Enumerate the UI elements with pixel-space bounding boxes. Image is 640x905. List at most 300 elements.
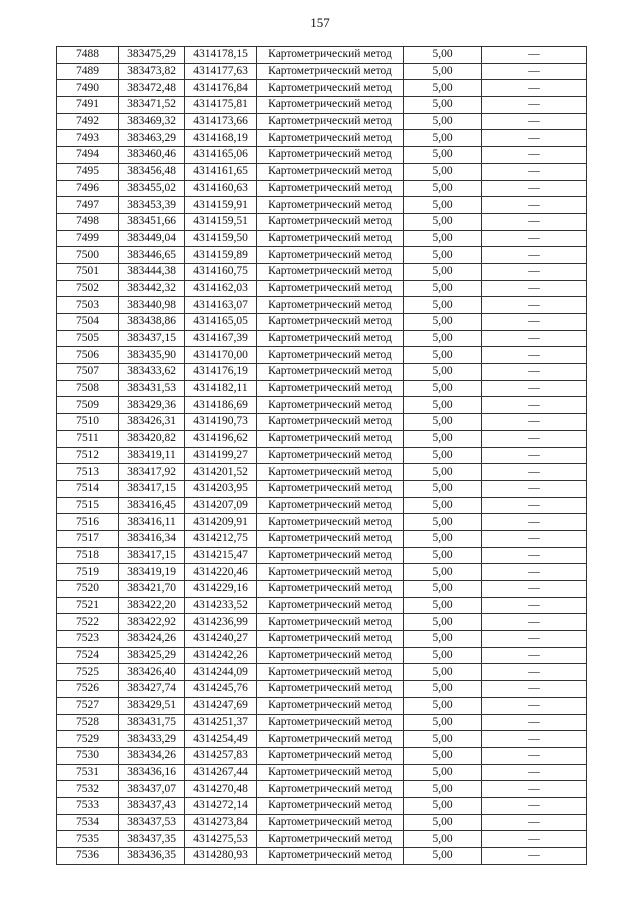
method-cell: Картометрический метод <box>257 814 404 831</box>
method-cell: Картометрический метод <box>257 681 404 698</box>
x-coordinate-cell: 383435,90 <box>119 347 185 364</box>
y-coordinate-cell: 4314162,03 <box>185 280 257 297</box>
table-row <box>57 697 587 714</box>
table-row <box>57 497 587 514</box>
accuracy-cell: 5,00 <box>404 530 482 547</box>
table-row <box>57 747 587 764</box>
note-cell: — <box>482 597 587 614</box>
point-number-cell: 7531 <box>57 764 119 781</box>
x-coordinate-cell: 383475,29 <box>119 47 185 64</box>
accuracy-cell: 5,00 <box>404 831 482 848</box>
x-coordinate-cell: 383437,07 <box>119 781 185 798</box>
note-cell: — <box>482 731 587 748</box>
table-row <box>57 314 587 331</box>
y-coordinate-cell: 4314186,69 <box>185 397 257 414</box>
table-row <box>57 581 587 598</box>
note-cell: — <box>482 480 587 497</box>
table-row <box>57 263 587 280</box>
y-coordinate-cell: 4314159,91 <box>185 197 257 214</box>
table-row <box>57 197 587 214</box>
note-cell: — <box>482 747 587 764</box>
table-row <box>57 280 587 297</box>
accuracy-cell: 5,00 <box>404 814 482 831</box>
y-coordinate-cell: 4314242,26 <box>185 647 257 664</box>
x-coordinate-cell: 383436,16 <box>119 764 185 781</box>
point-number-cell: 7502 <box>57 280 119 297</box>
table-row <box>57 797 587 814</box>
point-number-cell: 7490 <box>57 80 119 97</box>
accuracy-cell: 5,00 <box>404 581 482 598</box>
method-cell: Картометрический метод <box>257 213 404 230</box>
note-cell: — <box>482 63 587 80</box>
point-number-cell: 7494 <box>57 147 119 164</box>
note-cell: — <box>482 380 587 397</box>
note-cell: — <box>482 113 587 130</box>
method-cell: Картометрический метод <box>257 113 404 130</box>
y-coordinate-cell: 4314272,14 <box>185 797 257 814</box>
table-row <box>57 230 587 247</box>
x-coordinate-cell: 383442,32 <box>119 280 185 297</box>
y-coordinate-cell: 4314275,53 <box>185 831 257 848</box>
accuracy-cell: 5,00 <box>404 747 482 764</box>
note-cell: — <box>482 614 587 631</box>
method-cell: Картометрический метод <box>257 480 404 497</box>
method-cell: Картометрический метод <box>257 280 404 297</box>
note-cell: — <box>482 814 587 831</box>
method-cell: Картометрический метод <box>257 430 404 447</box>
accuracy-cell: 5,00 <box>404 597 482 614</box>
y-coordinate-cell: 4314207,09 <box>185 497 257 514</box>
x-coordinate-cell: 383431,75 <box>119 714 185 731</box>
y-coordinate-cell: 4314178,15 <box>185 47 257 64</box>
method-cell: Картометрический метод <box>257 597 404 614</box>
note-cell: — <box>482 347 587 364</box>
x-coordinate-cell: 383473,82 <box>119 63 185 80</box>
note-cell: — <box>482 397 587 414</box>
table-row <box>57 831 587 848</box>
table-row <box>57 297 587 314</box>
method-cell: Картометрический метод <box>257 47 404 64</box>
y-coordinate-cell: 4314245,76 <box>185 681 257 698</box>
y-coordinate-cell: 4314190,73 <box>185 414 257 431</box>
y-coordinate-cell: 4314176,84 <box>185 80 257 97</box>
method-cell: Картометрический метод <box>257 797 404 814</box>
note-cell: — <box>482 714 587 731</box>
note-cell: — <box>482 197 587 214</box>
x-coordinate-cell: 383446,65 <box>119 247 185 264</box>
y-coordinate-cell: 4314203,95 <box>185 480 257 497</box>
accuracy-cell: 5,00 <box>404 797 482 814</box>
x-coordinate-cell: 383426,31 <box>119 414 185 431</box>
point-number-cell: 7525 <box>57 664 119 681</box>
table-row <box>57 80 587 97</box>
y-coordinate-cell: 4314182,11 <box>185 380 257 397</box>
accuracy-cell: 5,00 <box>404 230 482 247</box>
note-cell: — <box>482 497 587 514</box>
accuracy-cell: 5,00 <box>404 147 482 164</box>
table-row <box>57 480 587 497</box>
x-coordinate-cell: 383440,98 <box>119 297 185 314</box>
note-cell: — <box>482 547 587 564</box>
x-coordinate-cell: 383472,48 <box>119 80 185 97</box>
method-cell: Картометрический метод <box>257 314 404 331</box>
note-cell: — <box>482 247 587 264</box>
method-cell: Картометрический метод <box>257 530 404 547</box>
method-cell: Картометрический метод <box>257 380 404 397</box>
accuracy-cell: 5,00 <box>404 247 482 264</box>
method-cell: Картометрический метод <box>257 647 404 664</box>
point-number-cell: 7514 <box>57 480 119 497</box>
accuracy-cell: 5,00 <box>404 697 482 714</box>
method-cell: Картометрический метод <box>257 581 404 598</box>
point-number-cell: 7495 <box>57 163 119 180</box>
note-cell: — <box>482 697 587 714</box>
y-coordinate-cell: 4314167,39 <box>185 330 257 347</box>
point-number-cell: 7515 <box>57 497 119 514</box>
method-cell: Картометрический метод <box>257 297 404 314</box>
table-row <box>57 364 587 381</box>
method-cell: Картометрический метод <box>257 464 404 481</box>
point-number-cell: 7492 <box>57 113 119 130</box>
x-coordinate-cell: 383433,29 <box>119 731 185 748</box>
point-number-cell: 7497 <box>57 197 119 214</box>
accuracy-cell: 5,00 <box>404 731 482 748</box>
x-coordinate-cell: 383426,40 <box>119 664 185 681</box>
method-cell: Картометрический метод <box>257 781 404 798</box>
y-coordinate-cell: 4314161,65 <box>185 163 257 180</box>
point-number-cell: 7500 <box>57 247 119 264</box>
method-cell: Картометрический метод <box>257 547 404 564</box>
point-number-cell: 7496 <box>57 180 119 197</box>
point-number-cell: 7513 <box>57 464 119 481</box>
x-coordinate-cell: 383437,35 <box>119 831 185 848</box>
x-coordinate-cell: 383416,45 <box>119 497 185 514</box>
table-row <box>57 681 587 698</box>
table-row <box>57 380 587 397</box>
y-coordinate-cell: 4314220,46 <box>185 564 257 581</box>
y-coordinate-cell: 4314165,06 <box>185 147 257 164</box>
note-cell: — <box>482 130 587 147</box>
table-row <box>57 347 587 364</box>
point-number-cell: 7536 <box>57 848 119 865</box>
y-coordinate-cell: 4314165,05 <box>185 314 257 331</box>
x-coordinate-cell: 383433,62 <box>119 364 185 381</box>
note-cell: — <box>482 581 587 598</box>
y-coordinate-cell: 4314257,83 <box>185 747 257 764</box>
y-coordinate-cell: 4314251,37 <box>185 714 257 731</box>
point-number-cell: 7499 <box>57 230 119 247</box>
note-cell: — <box>482 764 587 781</box>
note-cell: — <box>482 831 587 848</box>
accuracy-cell: 5,00 <box>404 130 482 147</box>
page-number: 157 <box>310 15 330 30</box>
table-row <box>57 631 587 648</box>
accuracy-cell: 5,00 <box>404 848 482 865</box>
accuracy-cell: 5,00 <box>404 631 482 648</box>
point-number-cell: 7527 <box>57 697 119 714</box>
point-number-cell: 7512 <box>57 447 119 464</box>
point-number-cell: 7505 <box>57 330 119 347</box>
accuracy-cell: 5,00 <box>404 263 482 280</box>
x-coordinate-cell: 383425,29 <box>119 647 185 664</box>
note-cell: — <box>482 797 587 814</box>
y-coordinate-cell: 4314270,48 <box>185 781 257 798</box>
point-number-cell: 7506 <box>57 347 119 364</box>
note-cell: — <box>482 263 587 280</box>
method-cell: Картометрический метод <box>257 247 404 264</box>
point-number-cell: 7488 <box>57 47 119 64</box>
x-coordinate-cell: 383429,51 <box>119 697 185 714</box>
accuracy-cell: 5,00 <box>404 664 482 681</box>
table-row <box>57 530 587 547</box>
table-row <box>57 848 587 865</box>
method-cell: Картометрический метод <box>257 63 404 80</box>
method-cell: Картометрический метод <box>257 414 404 431</box>
note-cell: — <box>482 180 587 197</box>
table-row <box>57 163 587 180</box>
table-row <box>57 764 587 781</box>
x-coordinate-cell: 383451,66 <box>119 213 185 230</box>
table-row <box>57 647 587 664</box>
point-number-cell: 7511 <box>57 430 119 447</box>
point-number-cell: 7519 <box>57 564 119 581</box>
x-coordinate-cell: 383437,53 <box>119 814 185 831</box>
y-coordinate-cell: 4314176,19 <box>185 364 257 381</box>
method-cell: Картометрический метод <box>257 347 404 364</box>
y-coordinate-cell: 4314273,84 <box>185 814 257 831</box>
x-coordinate-cell: 383422,20 <box>119 597 185 614</box>
y-coordinate-cell: 4314215,47 <box>185 547 257 564</box>
table-row <box>57 464 587 481</box>
point-number-cell: 7510 <box>57 414 119 431</box>
accuracy-cell: 5,00 <box>404 464 482 481</box>
y-coordinate-cell: 4314170,00 <box>185 347 257 364</box>
point-number-cell: 7520 <box>57 581 119 598</box>
y-coordinate-cell: 4314163,07 <box>185 297 257 314</box>
note-cell: — <box>482 230 587 247</box>
note-cell: — <box>482 464 587 481</box>
y-coordinate-cell: 4314160,75 <box>185 263 257 280</box>
y-coordinate-cell: 4314236,99 <box>185 614 257 631</box>
table-row <box>57 664 587 681</box>
accuracy-cell: 5,00 <box>404 564 482 581</box>
x-coordinate-cell: 383456,48 <box>119 163 185 180</box>
method-cell: Картометрический метод <box>257 747 404 764</box>
x-coordinate-cell: 383421,70 <box>119 581 185 598</box>
note-cell: — <box>482 564 587 581</box>
note-cell: — <box>482 447 587 464</box>
x-coordinate-cell: 383437,15 <box>119 330 185 347</box>
accuracy-cell: 5,00 <box>404 213 482 230</box>
method-cell: Картометрический метод <box>257 397 404 414</box>
method-cell: Картометрический метод <box>257 364 404 381</box>
point-number-cell: 7528 <box>57 714 119 731</box>
accuracy-cell: 5,00 <box>404 414 482 431</box>
point-number-cell: 7489 <box>57 63 119 80</box>
method-cell: Картометрический метод <box>257 80 404 97</box>
point-number-cell: 7507 <box>57 364 119 381</box>
y-coordinate-cell: 4314233,52 <box>185 597 257 614</box>
point-number-cell: 7523 <box>57 631 119 648</box>
note-cell: — <box>482 514 587 531</box>
point-number-cell: 7509 <box>57 397 119 414</box>
accuracy-cell: 5,00 <box>404 781 482 798</box>
y-coordinate-cell: 4314267,44 <box>185 764 257 781</box>
table-row <box>57 213 587 230</box>
note-cell: — <box>482 681 587 698</box>
note-cell: — <box>482 631 587 648</box>
y-coordinate-cell: 4314168,19 <box>185 130 257 147</box>
note-cell: — <box>482 147 587 164</box>
note-cell: — <box>482 664 587 681</box>
table-row <box>57 180 587 197</box>
method-cell: Картометрический метод <box>257 230 404 247</box>
accuracy-cell: 5,00 <box>404 614 482 631</box>
method-cell: Картометрический метод <box>257 714 404 731</box>
table-row <box>57 130 587 147</box>
x-coordinate-cell: 383449,04 <box>119 230 185 247</box>
accuracy-cell: 5,00 <box>404 647 482 664</box>
method-cell: Картометрический метод <box>257 764 404 781</box>
note-cell: — <box>482 330 587 347</box>
method-cell: Картометрический метод <box>257 831 404 848</box>
note-cell: — <box>482 163 587 180</box>
method-cell: Картометрический метод <box>257 263 404 280</box>
table-row <box>57 330 587 347</box>
accuracy-cell: 5,00 <box>404 430 482 447</box>
x-coordinate-cell: 383437,43 <box>119 797 185 814</box>
table-row <box>57 714 587 731</box>
coordinates-table <box>56 46 587 865</box>
accuracy-cell: 5,00 <box>404 397 482 414</box>
x-coordinate-cell: 383453,39 <box>119 197 185 214</box>
y-coordinate-cell: 4314196,62 <box>185 430 257 447</box>
accuracy-cell: 5,00 <box>404 497 482 514</box>
accuracy-cell: 5,00 <box>404 97 482 114</box>
accuracy-cell: 5,00 <box>404 347 482 364</box>
note-cell: — <box>482 364 587 381</box>
x-coordinate-cell: 383463,29 <box>119 130 185 147</box>
point-number-cell: 7526 <box>57 681 119 698</box>
accuracy-cell: 5,00 <box>404 280 482 297</box>
accuracy-cell: 5,00 <box>404 80 482 97</box>
point-number-cell: 7521 <box>57 597 119 614</box>
x-coordinate-cell: 383422,92 <box>119 614 185 631</box>
y-coordinate-cell: 4314229,16 <box>185 581 257 598</box>
table-row <box>57 113 587 130</box>
y-coordinate-cell: 4314173,66 <box>185 113 257 130</box>
point-number-cell: 7533 <box>57 797 119 814</box>
y-coordinate-cell: 4314280,93 <box>185 848 257 865</box>
note-cell: — <box>482 781 587 798</box>
table-row <box>57 147 587 164</box>
y-coordinate-cell: 4314240,27 <box>185 631 257 648</box>
accuracy-cell: 5,00 <box>404 364 482 381</box>
accuracy-cell: 5,00 <box>404 113 482 130</box>
table-row <box>57 547 587 564</box>
x-coordinate-cell: 383417,92 <box>119 464 185 481</box>
point-number-cell: 7501 <box>57 263 119 280</box>
table-row <box>57 63 587 80</box>
accuracy-cell: 5,00 <box>404 297 482 314</box>
x-coordinate-cell: 383471,52 <box>119 97 185 114</box>
point-number-cell: 7498 <box>57 213 119 230</box>
table-row <box>57 47 587 64</box>
note-cell: — <box>482 647 587 664</box>
point-number-cell: 7491 <box>57 97 119 114</box>
note-cell: — <box>482 97 587 114</box>
y-coordinate-cell: 4314175,81 <box>185 97 257 114</box>
y-coordinate-cell: 4314247,69 <box>185 697 257 714</box>
accuracy-cell: 5,00 <box>404 180 482 197</box>
y-coordinate-cell: 4314244,09 <box>185 664 257 681</box>
x-coordinate-cell: 383416,34 <box>119 530 185 547</box>
table-row <box>57 414 587 431</box>
y-coordinate-cell: 4314254,49 <box>185 731 257 748</box>
point-number-cell: 7534 <box>57 814 119 831</box>
method-cell: Картометрический метод <box>257 848 404 865</box>
table-row <box>57 781 587 798</box>
accuracy-cell: 5,00 <box>404 47 482 64</box>
point-number-cell: 7522 <box>57 614 119 631</box>
method-cell: Картометрический метод <box>257 631 404 648</box>
method-cell: Картометрический метод <box>257 731 404 748</box>
accuracy-cell: 5,00 <box>404 547 482 564</box>
note-cell: — <box>482 47 587 64</box>
method-cell: Картометрический метод <box>257 514 404 531</box>
table-row <box>57 397 587 414</box>
x-coordinate-cell: 383455,02 <box>119 180 185 197</box>
x-coordinate-cell: 383444,38 <box>119 263 185 280</box>
x-coordinate-cell: 383419,19 <box>119 564 185 581</box>
x-coordinate-cell: 383417,15 <box>119 480 185 497</box>
note-cell: — <box>482 80 587 97</box>
method-cell: Картометрический метод <box>257 330 404 347</box>
accuracy-cell: 5,00 <box>404 330 482 347</box>
note-cell: — <box>482 213 587 230</box>
y-coordinate-cell: 4314201,52 <box>185 464 257 481</box>
x-coordinate-cell: 383417,15 <box>119 547 185 564</box>
point-number-cell: 7508 <box>57 380 119 397</box>
point-number-cell: 7530 <box>57 747 119 764</box>
accuracy-cell: 5,00 <box>404 163 482 180</box>
method-cell: Картометрический метод <box>257 197 404 214</box>
point-number-cell: 7503 <box>57 297 119 314</box>
table-row <box>57 447 587 464</box>
x-coordinate-cell: 383434,26 <box>119 747 185 764</box>
note-cell: — <box>482 848 587 865</box>
accuracy-cell: 5,00 <box>404 380 482 397</box>
note-cell: — <box>482 297 587 314</box>
y-coordinate-cell: 4314209,91 <box>185 514 257 531</box>
table-row <box>57 514 587 531</box>
point-number-cell: 7529 <box>57 731 119 748</box>
accuracy-cell: 5,00 <box>404 714 482 731</box>
y-coordinate-cell: 4314199,27 <box>185 447 257 464</box>
method-cell: Картометрический метод <box>257 163 404 180</box>
accuracy-cell: 5,00 <box>404 480 482 497</box>
table-row <box>57 597 587 614</box>
method-cell: Картометрический метод <box>257 697 404 714</box>
method-cell: Картометрический метод <box>257 130 404 147</box>
table-row <box>57 614 587 631</box>
y-coordinate-cell: 4314177,63 <box>185 63 257 80</box>
note-cell: — <box>482 280 587 297</box>
x-coordinate-cell: 383431,53 <box>119 380 185 397</box>
y-coordinate-cell: 4314212,75 <box>185 530 257 547</box>
method-cell: Картометрический метод <box>257 180 404 197</box>
method-cell: Картометрический метод <box>257 147 404 164</box>
